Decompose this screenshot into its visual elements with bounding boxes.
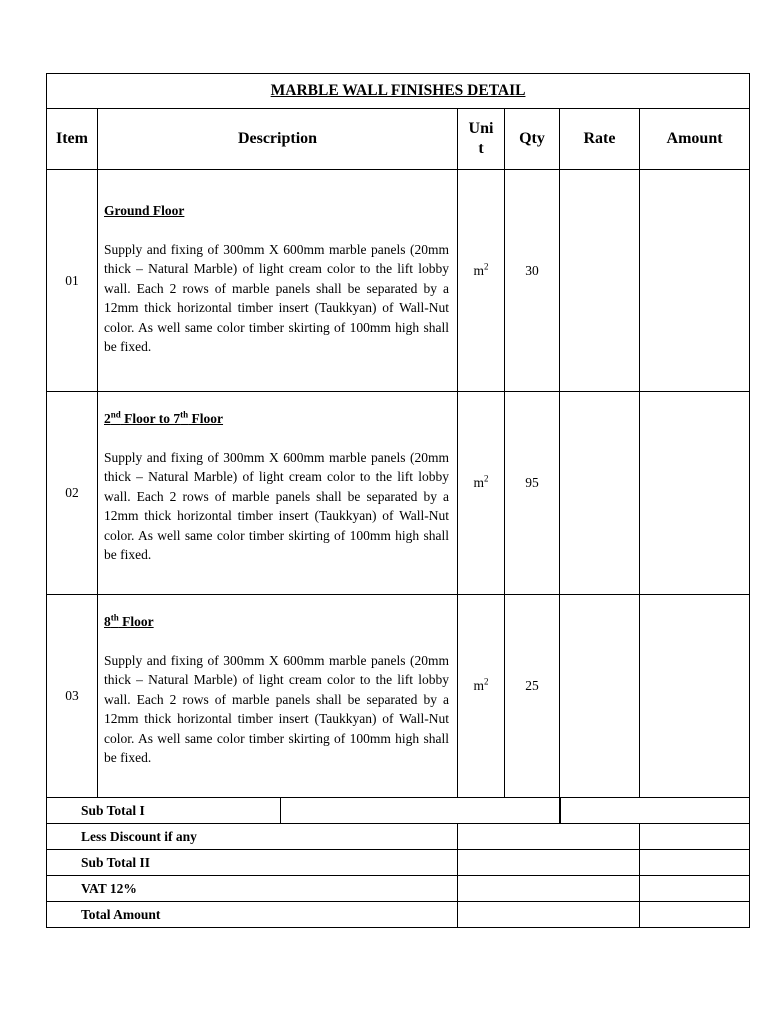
estimate-sheet [46, 73, 749, 928]
header-unit-line2: t [478, 140, 484, 157]
section-heading [104, 612, 449, 632]
summary-row [47, 850, 750, 876]
heading-superscript: th [180, 409, 189, 420]
item-number: 02 [47, 392, 98, 595]
unit-superscript: 2 [484, 473, 489, 484]
qty-value: 95 [525, 475, 539, 490]
unit-cell [458, 170, 505, 392]
table-row [47, 170, 750, 392]
vat-value[interactable] [458, 876, 640, 902]
unit-cell [458, 392, 505, 595]
less-discount-value[interactable] [458, 824, 640, 850]
summary-table [46, 798, 750, 928]
description-cell [98, 595, 458, 798]
unit-superscript: 2 [484, 676, 489, 687]
total-amount-amount[interactable] [640, 902, 750, 928]
summary-row [47, 876, 750, 902]
description-cell [98, 392, 458, 595]
rate-cell[interactable] [560, 595, 640, 798]
sub-total-1-amount[interactable] [560, 798, 750, 824]
header-description: Description [98, 109, 458, 170]
amount-cell[interactable] [640, 392, 750, 595]
header-rate: Rate [560, 109, 640, 170]
sub-total-2-amount[interactable] [640, 850, 750, 876]
table-row [47, 392, 750, 595]
sub-total-2-value[interactable] [458, 850, 640, 876]
vat-label: VAT 12% [47, 876, 458, 902]
item-number: 03 [47, 595, 98, 798]
qty-cell [505, 170, 560, 392]
sub-total-1-label: Sub Total I [47, 798, 281, 824]
item-number: 01 [47, 170, 98, 392]
description-text: Supply and fixing of 300mm X 600mm marble panels (20mm thick – Natural Marble) of light cream color to the lift lobby wall. Each 2 rows of marble panels shall be separated by a 12mm thick horizontal timber insert (Taukkyan) of Wall-Nut color. As well same color timber skirting of 100mm high shall be fixed. [104, 652, 449, 765]
heading-part: 8 [104, 614, 111, 629]
total-amount-label: Total Amount [47, 902, 458, 928]
qty-value: 30 [525, 262, 539, 278]
unit-text: m [473, 262, 484, 278]
total-amount-value[interactable] [458, 902, 640, 928]
heading-part: Floor [188, 411, 224, 426]
sub-total-2-label: Sub Total II [47, 850, 458, 876]
less-discount-label: Less Discount if any [47, 824, 458, 850]
table-title: MARBLE WALL FINISHES DETAIL [47, 74, 750, 109]
unit-text: m [473, 475, 484, 490]
rate-cell[interactable] [560, 170, 640, 392]
heading-superscript: nd [110, 409, 121, 420]
vat-amount[interactable] [640, 876, 750, 902]
summary-row [47, 902, 750, 928]
header-unit-line1: Uni [468, 120, 494, 137]
rate-cell[interactable] [560, 392, 640, 595]
qty-cell [505, 392, 560, 595]
summary-row [47, 824, 750, 850]
header-unit [458, 109, 505, 170]
qty-value: 25 [525, 678, 539, 693]
heading-part: Floor [118, 614, 154, 629]
heading-part: Floor to 7 [120, 411, 181, 426]
unit-superscript: 2 [484, 261, 489, 271]
header-qty: Qty [505, 109, 560, 170]
description-cell [98, 170, 458, 392]
header-row [47, 109, 750, 170]
amount-cell[interactable] [640, 170, 750, 392]
table-row [47, 595, 750, 798]
heading-part: 2 [104, 411, 111, 426]
qty-cell [505, 595, 560, 798]
description-text: Supply and fixing of 300mm X 600mm marble panels (20mm thick – Natural Marble) of light cream color to the lift lobby wall. Each 2 rows of marble panels shall be separated by a 12mm thick horizontal timber insert (Taukkyan) of Wall-Nut color. As well same color timber skirting of 100mm high shall be fixed. [104, 449, 449, 562]
unit-cell [458, 595, 505, 798]
section-heading: Ground Floor [104, 203, 185, 218]
heading-superscript: th [110, 612, 119, 623]
amount-cell[interactable] [640, 595, 750, 798]
summary-row [47, 798, 750, 824]
less-discount-amount[interactable] [640, 824, 750, 850]
section-heading [104, 409, 449, 429]
description-text: Supply and fixing of 300mm X 600mm marble panels (20mm thick – Natural Marble) of light cream color to the lift lobby wall. Each 2 rows of marble panels shall be separated by a 12mm thick horizontal timber insert (Taukkyan) of Wall-Nut color. As well same color timber skirting of 100mm high shall be fixed. [104, 241, 449, 354]
header-amount: Amount [640, 109, 750, 170]
sub-total-1-value[interactable] [281, 798, 560, 824]
marble-finishes-table [46, 73, 750, 798]
unit-text: m [473, 678, 484, 693]
header-item: Item [47, 109, 98, 170]
